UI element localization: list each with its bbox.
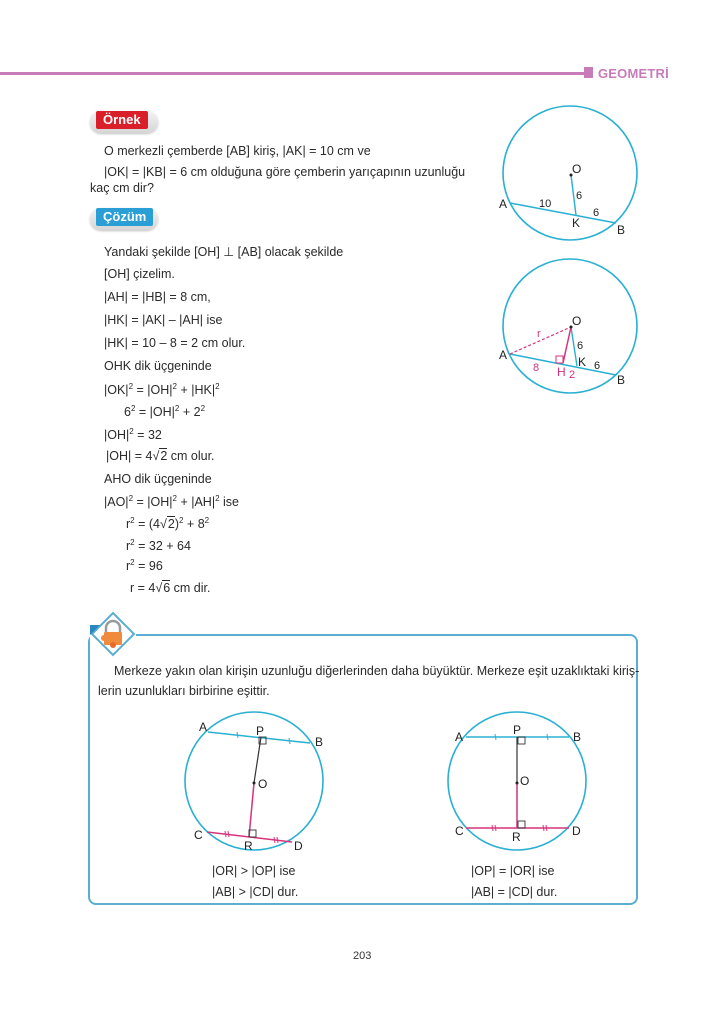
tick-mark xyxy=(546,825,547,831)
right-angle-mark xyxy=(556,356,563,363)
figure-circle-ok-kb xyxy=(490,100,650,250)
section-title: GEOMETRİ xyxy=(598,66,669,81)
length-ok: 6 xyxy=(576,190,583,202)
label-a: A xyxy=(199,720,208,734)
label-c: C xyxy=(194,828,203,842)
figure-circle-solution xyxy=(490,250,650,400)
info-text-line-1: Merkeze yakın olan kirişin uzunluğu diğerlerinden daha büyüktür. Merkeze eşit uzaklıktaki kiriş- xyxy=(114,664,640,678)
equation-six-squared: $6^2 = |OH|^2 + 2^2$ xyxy=(124,404,206,419)
question-line-1: O merkezli çemberde [AB] kiriş, |AK| = 10 cm ve xyxy=(104,144,371,158)
left-caption-2: |AB| > |CD| dur. xyxy=(212,885,299,899)
length-kb: 6 xyxy=(593,207,600,219)
figure-unequal-chords xyxy=(175,705,345,855)
label-a: A xyxy=(499,197,508,211)
right-angle-mark-r xyxy=(518,821,525,828)
header-marker xyxy=(584,67,593,78)
puzzle-lock-icon xyxy=(90,611,136,657)
solution-line: [OH] çizelim. xyxy=(104,267,175,281)
left-caption-1: |OR| > |OP| ise xyxy=(212,864,296,878)
length-ah: 8 xyxy=(533,362,540,374)
label-r: R xyxy=(244,839,253,853)
label-d: D xyxy=(294,839,303,853)
tick-mark xyxy=(277,837,278,843)
equation-r-squared-1: $r^2 = (4√2)^2 + 8^2$ xyxy=(126,516,210,531)
tick-mark xyxy=(228,831,229,837)
label-r: r xyxy=(537,328,541,340)
tick-mark xyxy=(543,825,544,831)
tick-mark xyxy=(547,734,548,740)
question-line-3: kaç cm dir? xyxy=(90,181,154,195)
tick-mark xyxy=(237,732,238,738)
length-kb: 6 xyxy=(594,360,601,372)
tick-mark xyxy=(495,825,496,831)
label-b: B xyxy=(617,373,626,387)
example-badge xyxy=(90,111,158,133)
equation-r-squared-3: $r^2 = 96$ xyxy=(126,558,163,573)
question-line-2: |OK| = |KB| = 6 cm olduğuna göre çemberin yarıçapının uzunluğu xyxy=(104,165,466,179)
equation-r: r = 4√6 cm dir. xyxy=(130,581,211,595)
label-k: K xyxy=(572,216,581,230)
label-k: K xyxy=(578,355,587,369)
label-b: B xyxy=(617,223,626,237)
label-p: P xyxy=(256,724,265,738)
equation-ao: $|AO|^2 = |OH|^2 + |AH|^2$ ise xyxy=(104,494,239,509)
aho-label: AHO dik üçgeninde xyxy=(104,472,212,486)
equation-ok: $|OK|^2 = |OH|^2 + |HK|^2$ xyxy=(104,382,220,397)
tick-mark xyxy=(289,738,290,744)
length-hk: 2 xyxy=(569,369,576,381)
label-o: O xyxy=(572,314,582,328)
center-point xyxy=(516,782,519,785)
label-a: A xyxy=(455,730,464,744)
solution-badge xyxy=(90,208,158,230)
segment-or xyxy=(249,783,254,837)
chord-ab xyxy=(510,203,616,223)
right-caption-1: |OP| = |OR| ise xyxy=(471,864,555,878)
solution-badge-label: Çözüm xyxy=(96,208,153,226)
label-a: A xyxy=(499,348,508,362)
equation-oh-squared: $|OH|^2 = 32$ xyxy=(104,427,162,442)
solution-line: |AH| = |HB| = 8 cm, xyxy=(104,290,211,304)
segment-oh xyxy=(563,327,571,363)
solution-line: OHK dik üçgeninde xyxy=(104,359,212,373)
label-d: D xyxy=(572,824,581,838)
equation-r-squared-2: $r^2 = 32 + 64$ xyxy=(126,538,191,553)
label-o: O xyxy=(520,774,530,788)
label-b: B xyxy=(315,735,324,749)
label-b: B xyxy=(573,730,582,744)
right-angle-mark-p xyxy=(518,737,525,744)
label-h: H xyxy=(557,365,566,379)
tick-mark xyxy=(274,837,275,843)
equation-oh: |OH| = 4√2 cm olur. xyxy=(106,449,215,463)
solution-line: |HK| = 10 – 8 = 2 cm olur. xyxy=(104,336,246,350)
info-text-line-2: lerin uzunlukları birbirine eşittir. xyxy=(98,684,270,698)
solution-line: |HK| = |AK| – |AH| ise xyxy=(104,313,223,327)
circle xyxy=(503,106,637,240)
example-badge-label: Örnek xyxy=(96,111,148,129)
right-caption-2: |AB| = |CD| dur. xyxy=(471,885,558,899)
figure-equal-chords xyxy=(440,705,610,855)
label-c: C xyxy=(455,824,464,838)
label-o: O xyxy=(258,777,268,791)
header-rule xyxy=(0,72,584,75)
length-ak: 10 xyxy=(539,198,552,210)
center-point xyxy=(253,782,256,785)
label-p: P xyxy=(513,723,522,737)
tick-mark xyxy=(225,831,226,837)
label-r: R xyxy=(512,830,521,844)
solution-line: Yandaki şekilde [OH] ⊥ [AB] olacak şekilde xyxy=(104,245,344,259)
label-o: O xyxy=(572,162,582,176)
length-ok: 6 xyxy=(577,340,584,352)
page-number: 203 xyxy=(353,950,372,962)
tick-mark xyxy=(495,734,496,740)
tick-mark xyxy=(492,825,493,831)
